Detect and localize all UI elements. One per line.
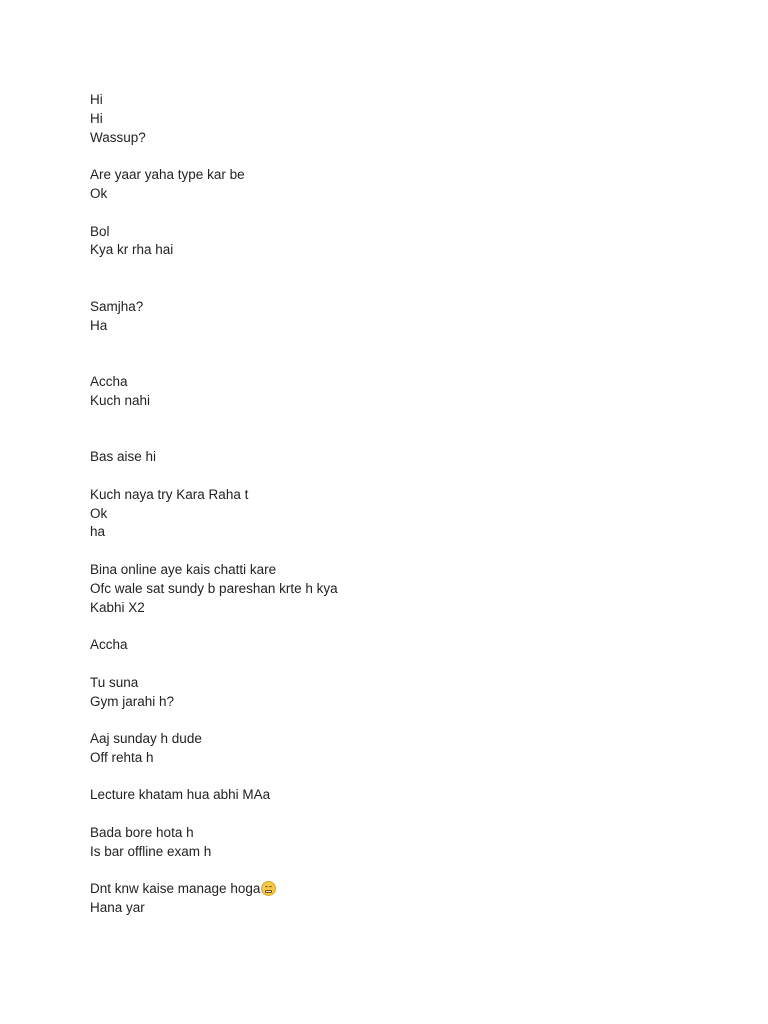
grimacing-face-icon [261, 881, 276, 896]
chat-line: Ofc wale sat sundy b pareshan krte h kya [90, 580, 338, 596]
blank-line [90, 655, 690, 674]
blank-line [90, 711, 690, 730]
chat-line-with-emoji [90, 880, 690, 899]
chat-line: Lecture khatam hua abhi MAa [90, 787, 271, 803]
chat-line: Is bar offline exam h [90, 843, 212, 859]
blank-line [90, 467, 690, 486]
chat-line: Ok [90, 185, 108, 201]
blank-line [90, 204, 690, 223]
blank-line [90, 260, 690, 298]
chat-line: Tu suna [90, 674, 139, 690]
chat-line: Samjha? [90, 298, 144, 314]
blank-line [90, 862, 690, 881]
chat-line: Kabhi X2 [90, 599, 145, 615]
blank-line [90, 805, 690, 824]
chat-line: Ha [90, 317, 108, 333]
chat-line: Accha [90, 373, 128, 389]
chat-line: Kuch nahi [90, 392, 151, 408]
blank-line [90, 617, 690, 636]
chat-line: Bada bore hota h [90, 825, 194, 841]
chat-line: Bas aise hi [90, 449, 157, 465]
chat-line: Kuch naya try Kara Raha t [90, 486, 249, 502]
blank-line [90, 147, 690, 166]
blank-line [90, 542, 690, 561]
chat-line: Hi [90, 110, 103, 126]
chat-line: Off rehta h [90, 749, 154, 765]
chat-line: Aaj sunday h dude [90, 731, 202, 747]
chat-line: Wassup? [90, 129, 146, 145]
chat-line: Gym jarahi h? [90, 693, 175, 709]
chat-line: ha [90, 524, 106, 540]
blank-line [90, 768, 690, 787]
chat-line: Accha [90, 637, 128, 653]
chat-line: Hana yar [90, 900, 145, 916]
blank-line [90, 411, 690, 449]
chat-line: Kya kr rha hai [90, 242, 174, 258]
chat-line-text: Dnt knw kaise manage hoga [90, 881, 261, 897]
chat-line: Bina online aye kais chatti kare [90, 561, 277, 577]
document-body [90, 91, 690, 918]
blank-line [90, 335, 690, 373]
chat-line: Bol [90, 223, 110, 239]
chat-line: Are yaar yaha type kar be [90, 167, 245, 183]
chat-line: Hi [90, 92, 103, 107]
chat-line: Ok [90, 505, 108, 521]
